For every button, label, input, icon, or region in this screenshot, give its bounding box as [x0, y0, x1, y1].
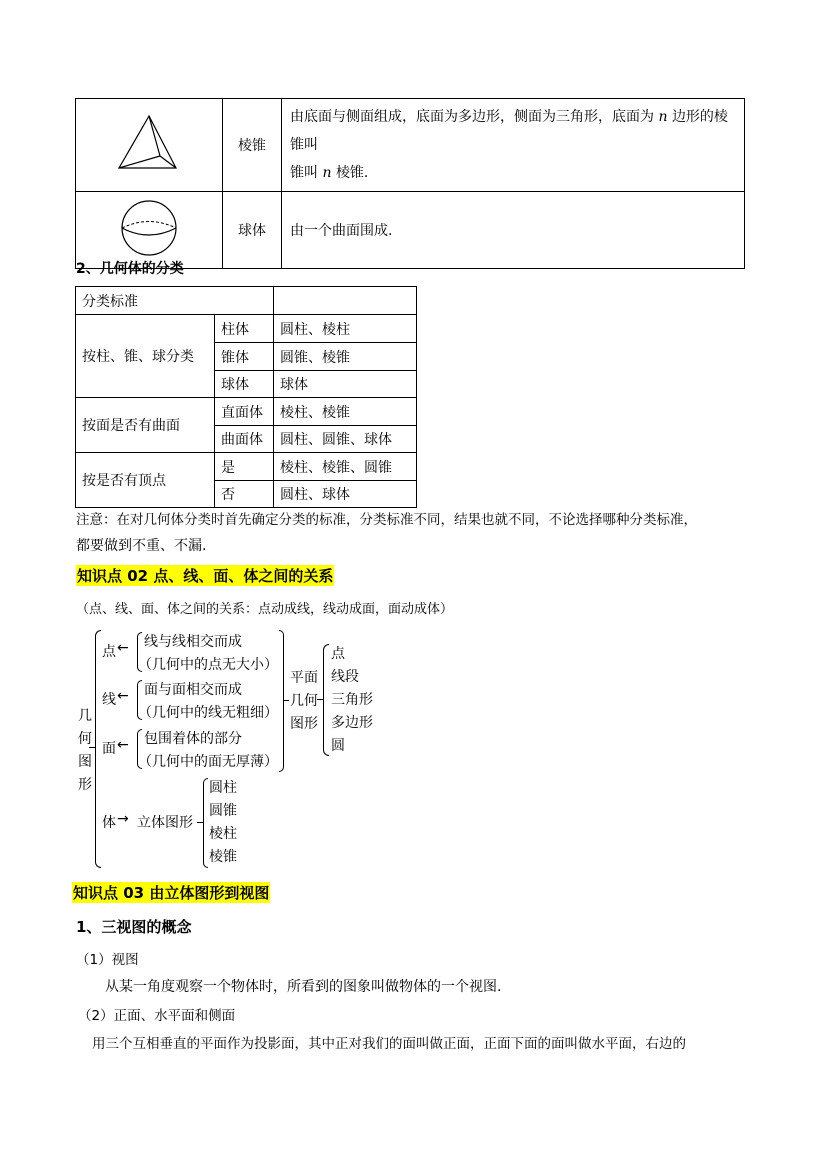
solid-brace: [203, 778, 208, 868]
kp03-heading: 知识点 03 由立体图形到视图: [73, 884, 270, 902]
table-row: [76, 287, 417, 315]
category-items: 圆柱、棱柱: [274, 315, 417, 343]
table-row: [76, 315, 417, 343]
sub-category: 否: [215, 481, 274, 508]
plane-items: 点 线段 三角形 多边形 圆: [331, 646, 373, 754]
solid-label: 立体图形: [137, 815, 193, 831]
plane-label: 平面 几何 图形: [290, 670, 318, 732]
shape-description: 由底面与侧面组成，底面为多边形，侧面为三角形，底面为 n 边形的棱锥叫 锥叫 n 棱锥.: [282, 99, 745, 192]
pyramid-cell: [76, 99, 223, 192]
solid-items: 圆柱 圆锥 棱柱 棱锥: [209, 780, 237, 865]
face-desc: （几何中的面无厚薄）: [138, 754, 278, 770]
root-label: 几 何 图 形: [78, 708, 92, 793]
right-arrow-icon: →: [117, 811, 129, 827]
kp03-subheading: 1、三视图的概念: [76, 918, 192, 936]
table-row: [76, 398, 417, 426]
item-text: 用三个互相垂直的平面作为投影面，其中正对我们的面叫做正面，正面下面的面叫做水平面，右边的: [92, 1036, 686, 1052]
note-line: 都要做到不重、不漏.: [76, 538, 207, 554]
kp02-heading: 知识点 02 点、线、面、体之间的关系: [77, 567, 334, 585]
table-row: [76, 453, 417, 481]
face-label: 面: [102, 741, 116, 757]
group-label: 按是否有顶点: [76, 453, 215, 508]
category-items: 圆锥、棱锥: [274, 343, 417, 371]
point-desc: 线与线相交而成: [144, 634, 242, 650]
section-heading: 2、几何体的分类: [76, 261, 184, 277]
shapes-table: [75, 98, 745, 269]
category-items: 圆柱、球体: [274, 481, 417, 508]
plane-brace: [279, 630, 284, 772]
classification-table: [75, 286, 417, 508]
table-row: [76, 99, 745, 192]
sub-category: 直面体: [215, 398, 274, 426]
sub-category: 锥体: [215, 343, 274, 371]
category-items: 圆柱、圆锥、球体: [274, 426, 417, 453]
line-desc: 面与面相交而成: [144, 682, 242, 698]
point-label: 点: [102, 644, 116, 660]
item-text: 从某一角度观察一个物体时，所看到的图象叫做物体的一个视图.: [105, 979, 502, 995]
category-items: 球体: [274, 371, 417, 398]
category-items: 棱柱、棱锥、圆锥: [274, 453, 417, 481]
root-brace: [95, 630, 101, 868]
group-label: 按柱、锥、球分类: [76, 315, 215, 398]
pyramid-icon: [114, 112, 184, 174]
face-desc: 包围着体的部分: [144, 731, 242, 747]
item-title: （2）正面、水平面和侧面: [78, 1008, 236, 1024]
item-title: （1）视图: [76, 952, 139, 968]
shape-name: 球体: [223, 192, 282, 269]
sub-category: 柱体: [215, 315, 274, 343]
category-items: 棱柱、棱锥: [274, 398, 417, 426]
left-arrow-icon: ←: [117, 737, 129, 753]
sphere-cell: [76, 192, 223, 269]
line-label: 线: [102, 692, 116, 708]
sub-category: 是: [215, 453, 274, 481]
sub-category: 曲面体: [215, 426, 274, 453]
shape-description: 由一个曲面围成.: [282, 192, 745, 269]
note-line: 注意：在对几何体分类时首先确定分类的标准，分类标准不同，结果也就不同，不论选择哪种分类标准，: [76, 512, 697, 528]
point-desc: （几何中的点无大小）: [138, 657, 278, 673]
body-label: 体: [102, 815, 116, 831]
left-arrow-icon: ←: [117, 688, 129, 704]
shape-name: 棱锥: [223, 99, 282, 192]
kp02-subtitle: （点、线、面、体之间的关系：点动成线，线动成面，面动成体）: [76, 602, 454, 617]
sub-category: 球体: [215, 371, 274, 398]
line-desc: （几何中的线无粗细）: [138, 705, 278, 721]
left-arrow-icon: ←: [117, 640, 129, 656]
plane-items-brace: [323, 644, 329, 756]
table-header: 分类标准: [76, 287, 274, 315]
group-label: 按面是否有曲面: [76, 398, 215, 453]
sphere-icon: [119, 198, 179, 258]
table-row: [76, 192, 745, 269]
